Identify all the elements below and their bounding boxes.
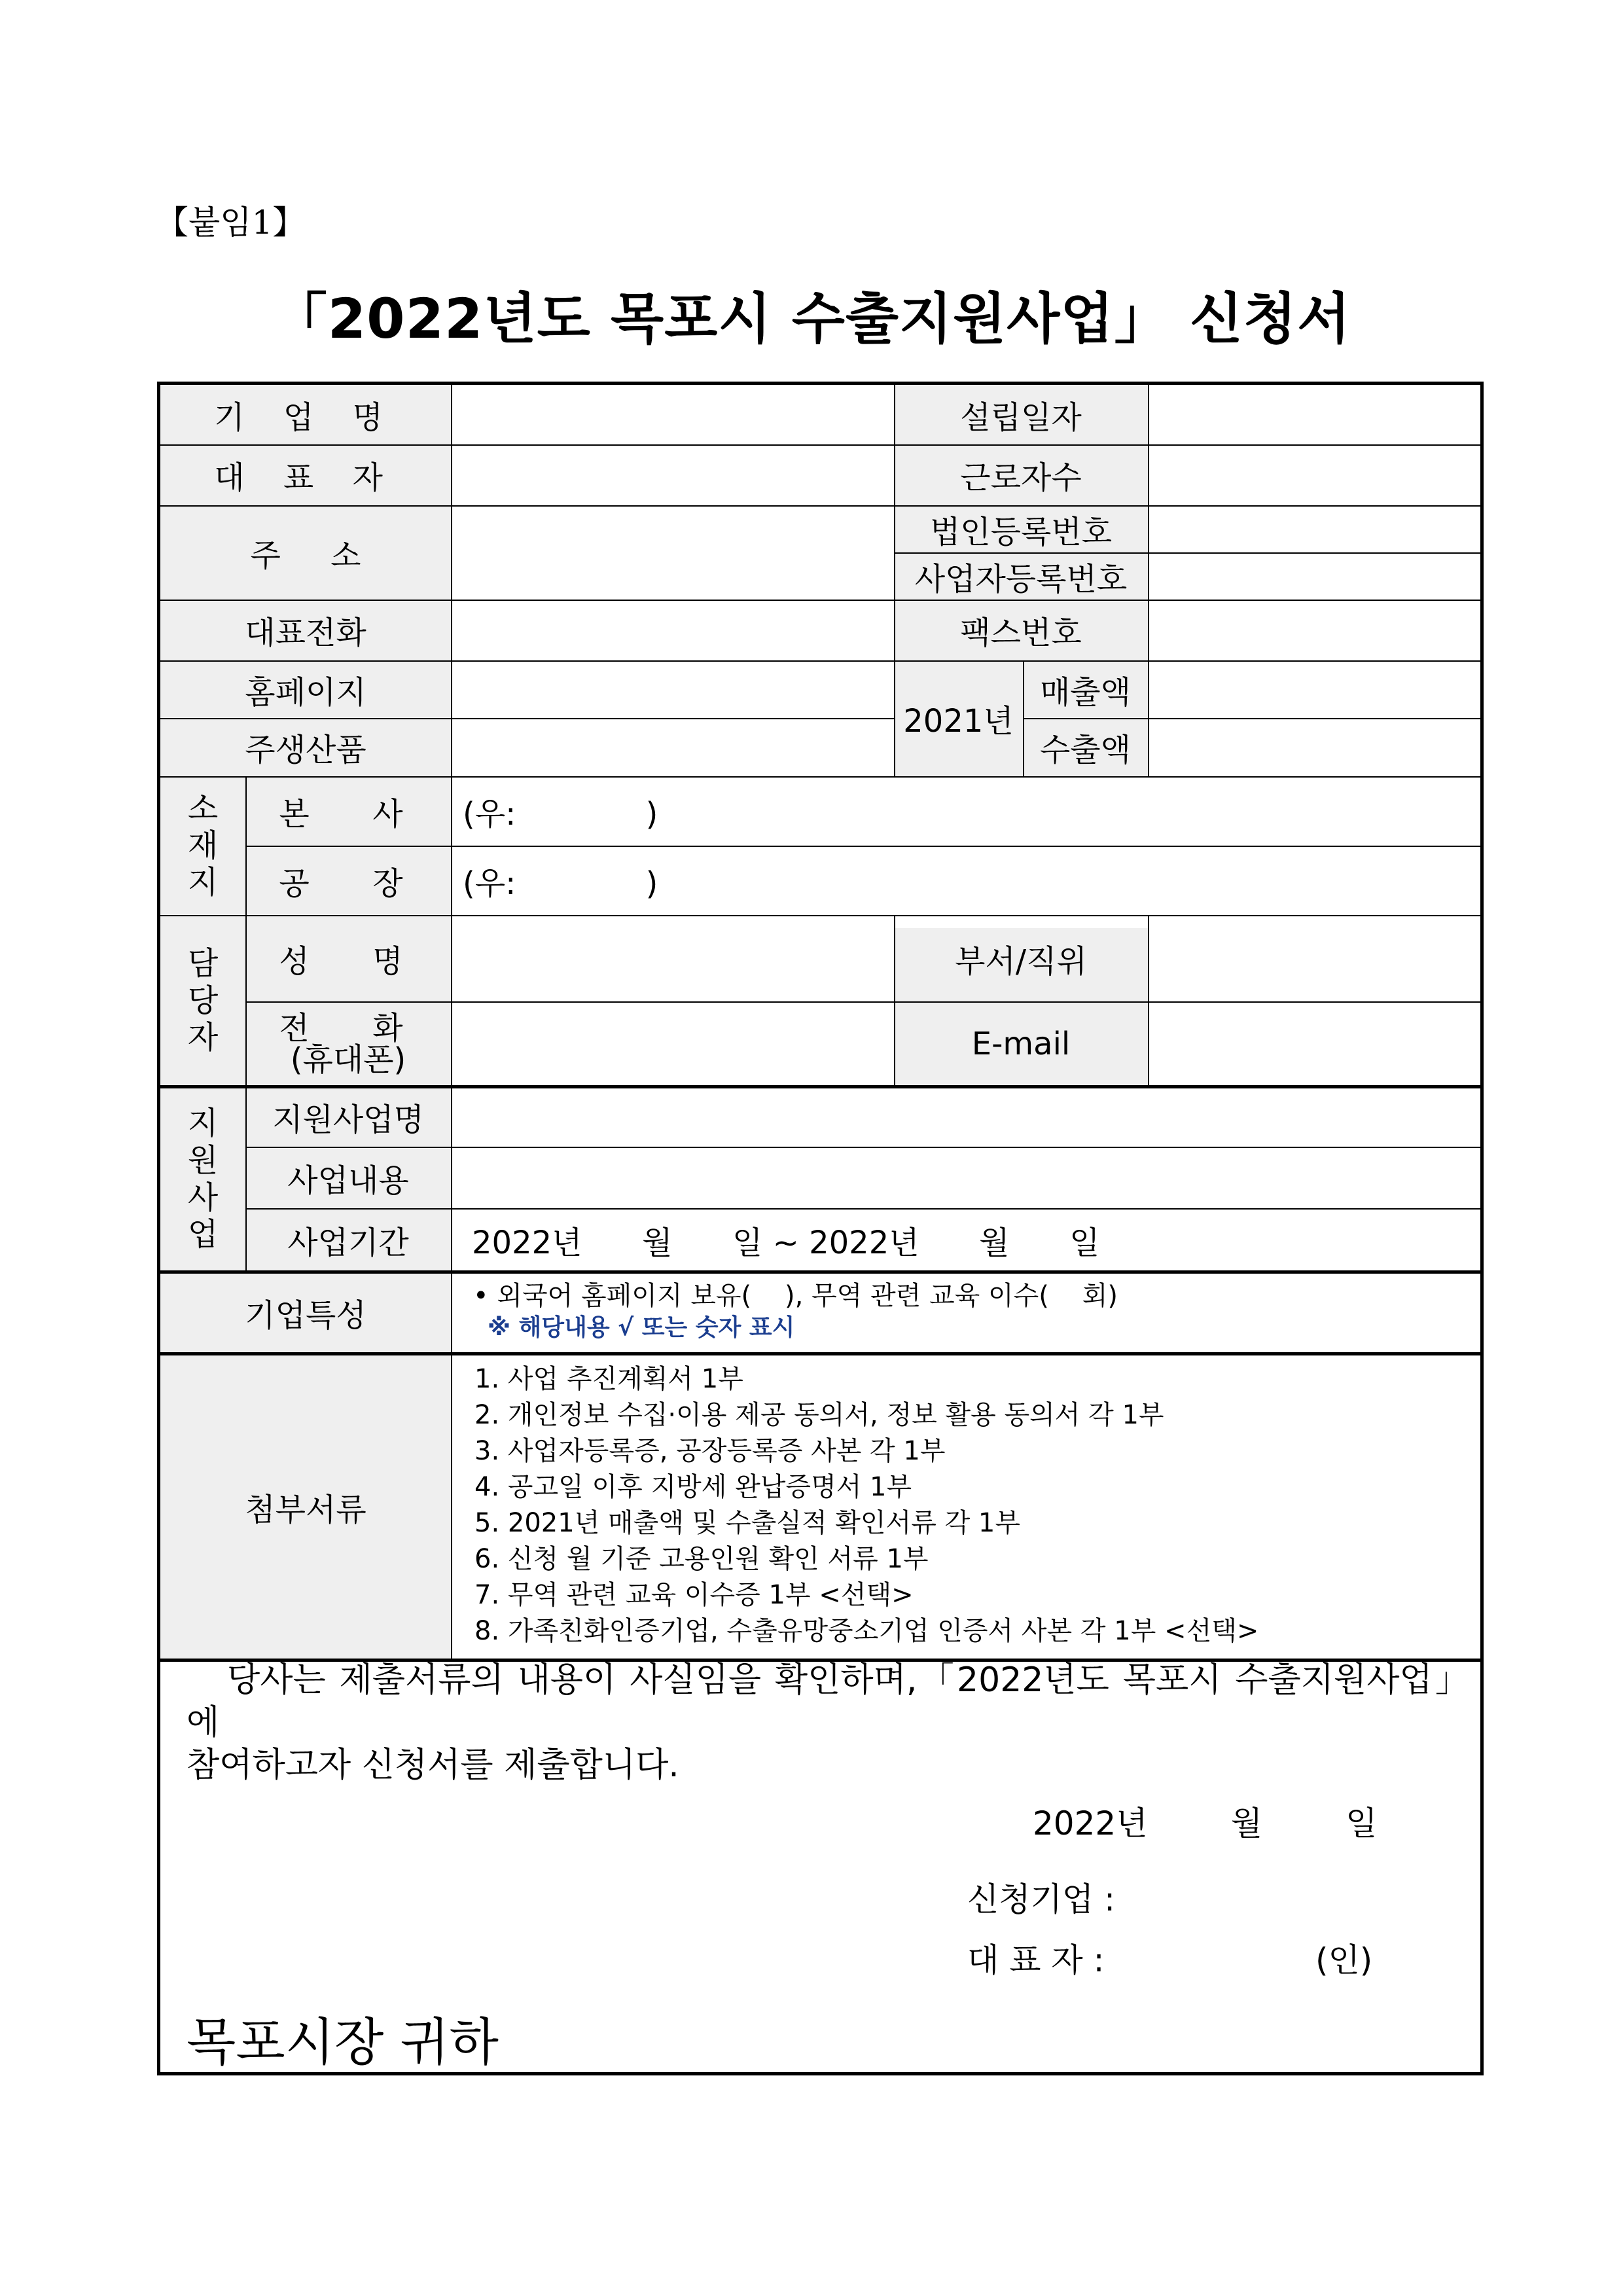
contact-name-label: 성 명 [279, 942, 418, 980]
biz-reg-label: 사업자등록번호 [914, 560, 1128, 598]
support-group-char: 업 [187, 1216, 219, 1253]
features-label: 기업특성 [245, 1297, 366, 1334]
applicant-label: 신청기업 : [967, 1880, 1115, 1918]
fax-label: 팩스번호 [960, 615, 1082, 651]
program-content-label: 사업내용 [287, 1162, 409, 1199]
attachment-item: 4. 공고일 이후 지방세 완납증명서 1부 [474, 1472, 912, 1502]
contact-group-label [160, 915, 245, 1086]
location-group-char: 소 [187, 790, 219, 827]
program-name-field[interactable] [452, 1086, 1480, 1147]
attachment-item: 2. 개인정보 수집·이용 제공 동의서, 정보 활용 동의서 각 1부 [474, 1400, 1164, 1430]
corp-reg-field[interactable] [1149, 505, 1480, 552]
attachment-item: 6. 신청 월 기준 고용인원 확인 서류 1부 [474, 1544, 929, 1574]
location-group-char: 재 [187, 827, 219, 864]
support-group-char: 사 [187, 1179, 219, 1216]
location-group-label [160, 776, 245, 915]
support-group-char: 지 [187, 1105, 219, 1142]
contact-phone-label-sub: (휴대폰) [290, 1041, 406, 1078]
program-period-field[interactable]: 2022년 월 일 ~ 2022년 월 일 [472, 1225, 1100, 1261]
features-line: • 외국어 홈페이지 보유( ), 무역 관련 교육 이수( 회) [473, 1281, 1118, 1311]
ceo-label: 대 표 자 [214, 459, 397, 496]
contact-phone-field[interactable] [452, 1001, 894, 1086]
homepage-label: 홈페이지 [245, 673, 366, 711]
exports-label: 수출액 [1039, 732, 1132, 768]
declaration-ceo-label: 대 표 자 : [967, 1941, 1105, 1979]
phone-field[interactable] [452, 600, 894, 660]
sales-label: 매출액 [1039, 673, 1132, 711]
attachment-item: 3. 사업자등록증, 공장등록증 사본 각 1부 [474, 1436, 946, 1466]
declaration-line-2: 참여하고자 신청서를 제출합니다. [187, 1746, 679, 1785]
contact-name-field[interactable] [452, 915, 894, 1001]
established-date-label: 설립일자 [960, 399, 1082, 436]
employees-field[interactable] [1149, 444, 1480, 505]
program-content-field[interactable] [452, 1147, 1480, 1208]
declaration-date: 2022년 월 일 [1033, 1804, 1378, 1842]
sales-field[interactable] [1149, 660, 1480, 718]
corp-reg-label: 법인등록번호 [929, 513, 1113, 550]
fax-field[interactable] [1149, 600, 1480, 660]
email-field[interactable] [1149, 1001, 1480, 1086]
dept-label: 부서/직위 [955, 942, 1087, 980]
program-name-label: 지원사업명 [272, 1101, 424, 1138]
attachment-item: 7. 무역 관련 교육 이수증 1부 <선택> [474, 1580, 914, 1610]
address-field[interactable] [452, 505, 894, 600]
email-label: E-mail [971, 1026, 1071, 1062]
biz-reg-field[interactable] [1149, 552, 1480, 600]
support-group-label [160, 1086, 245, 1272]
ceo-field[interactable] [452, 444, 894, 505]
program-period-label: 사업기간 [287, 1225, 409, 1261]
phone-label: 대표전화 [245, 615, 366, 651]
product-label: 주생산품 [245, 732, 366, 768]
page-title: 「2022년도 목포시 수출지원사업」 신청서 [272, 287, 1351, 351]
contact-phone-label [245, 1001, 451, 1086]
attachment-item: 1. 사업 추진계획서 1부 [474, 1364, 743, 1394]
factory-address-field[interactable]: (우: ) [463, 865, 658, 902]
attachment-item: 5. 2021년 매출액 및 수출실적 확인서류 각 1부 [474, 1508, 1021, 1538]
year-label: 2021년 [903, 703, 1014, 740]
contact-group-char: 당 [187, 982, 219, 1019]
attachment-item: 8. 가족친화인증기업, 수출유망중소기업 인증서 사본 각 1부 <선택> [474, 1616, 1259, 1646]
attachment-label: 【붙임1】 [156, 204, 306, 242]
dept-field[interactable] [1149, 915, 1480, 1001]
location-group-char: 지 [187, 864, 219, 901]
attachments-label: 첨부서류 [245, 1491, 366, 1528]
support-group-char: 원 [187, 1141, 219, 1179]
hq-address-field[interactable]: (우: ) [463, 795, 658, 833]
addressee: 목포시장 귀하 [187, 2013, 499, 2072]
contact-group-char: 자 [187, 1019, 219, 1056]
employees-label: 근로자수 [960, 459, 1082, 496]
company-name-label: 기 업 명 [214, 399, 397, 436]
homepage-field[interactable] [452, 660, 894, 718]
established-date-field[interactable] [1149, 385, 1480, 444]
declaration-line-1: 당사는 제출서류의 내용이 사실임을 확인하며,「2022년도 목포시 수출지원사업」에 [187, 1660, 1469, 1742]
company-name-field[interactable] [452, 385, 894, 444]
attachments-list [474, 1361, 1258, 1649]
exports-field[interactable] [1149, 718, 1480, 776]
seal-mark: (인) [1315, 1941, 1373, 1979]
features-note: ※ 해당내용 √ 또는 숫자 표시 [488, 1314, 795, 1341]
declaration-text [187, 1659, 1469, 1787]
hq-label: 본 사 [279, 795, 418, 833]
contact-group-char: 담 [187, 945, 219, 982]
address-label: 주 소 [250, 537, 361, 574]
factory-label: 공 장 [279, 865, 418, 902]
product-field[interactable] [452, 718, 894, 776]
contact-phone-label-main: 전 화 [279, 1010, 418, 1047]
